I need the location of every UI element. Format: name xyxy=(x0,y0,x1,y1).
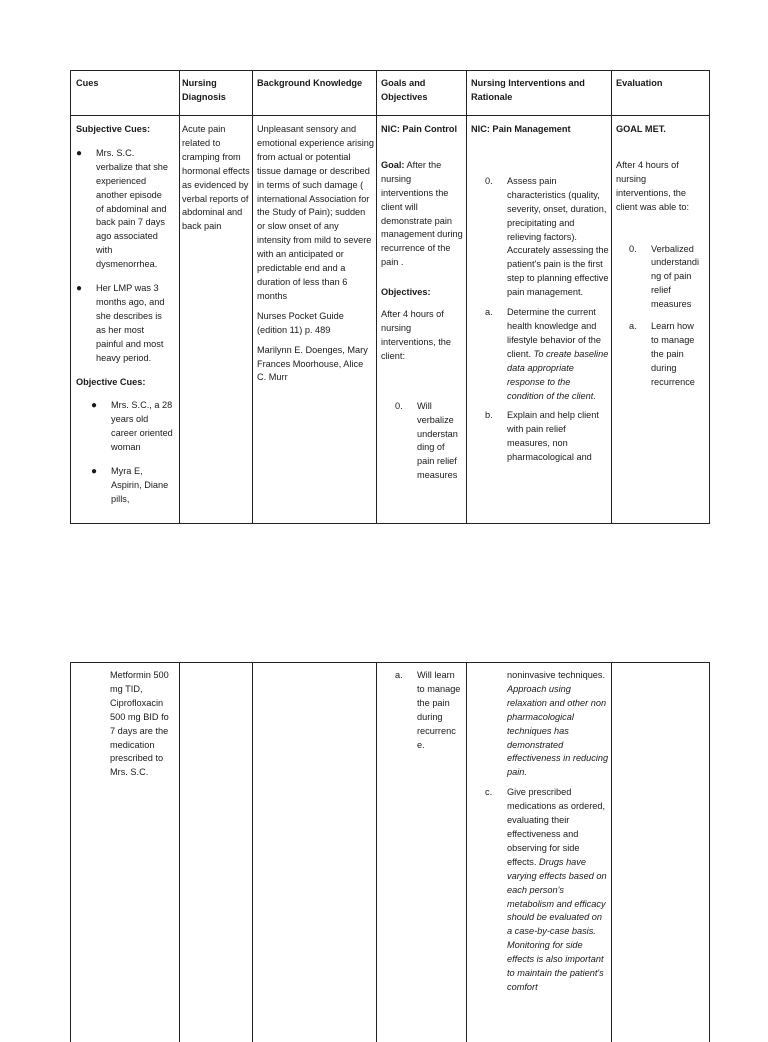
nic-pain-management: NIC: Pain Management xyxy=(471,124,571,134)
care-plan-table-1 xyxy=(70,70,710,524)
header-cues: Cues xyxy=(76,78,99,88)
column-divider xyxy=(466,663,467,1042)
interventions-continuation-cell xyxy=(471,669,609,995)
column-divider xyxy=(376,71,377,523)
column-divider xyxy=(611,71,612,523)
header-goals-objectives: Goals and Objectives xyxy=(381,78,428,102)
background-source: Nurses Pocket Guide (edition 11) p. 489 xyxy=(257,310,344,335)
column-divider xyxy=(179,71,180,523)
intervention-item: c. Give prescribed medications as ordered, evaluating their effectiveness and observing for side effects. Drugs have varying effects based on each person's metabolism and efficacy should be evaluated on a case-by-case basis. Monitoring for side effects is also important to maintain the patient's comfort xyxy=(485,787,607,992)
evaluation-item: a. Learn how to manage the pain during recurrence xyxy=(629,321,695,387)
header-divider xyxy=(71,115,709,116)
background-authors: Marilynn E. Doenges, Mary Frances Moorhouse, Alice C. Murr xyxy=(257,344,368,383)
goal-statement: Goal: After the nursing interventions the client will demonstrate pain management during recurrence of the pain . xyxy=(381,159,463,268)
goals-continuation-cell xyxy=(381,669,463,752)
subjective-cue-item: ● Mrs. S.C. verbalize that she experienced another episode of abdominal and back pain 7 days ago associated with dysmenorrhea. xyxy=(76,147,169,270)
objective-item: 0. Will verbalize understan ding of pain relief measures xyxy=(395,400,458,481)
evaluation-item: 0. Verbalized understandi ng of pain relief measures xyxy=(629,243,700,310)
evaluation-intro: After 4 hours of nursing interventions, the client was able to: xyxy=(616,159,690,212)
nursing-diagnosis-text: Acute pain related to cramping from hormonal effects as evidenced by verbal reports of abdominal and back pain xyxy=(182,124,250,232)
nic-pain-control: NIC: Pain Control xyxy=(381,124,458,134)
goal-met-status: GOAL MET. xyxy=(616,124,666,134)
bullet-icon: ● xyxy=(91,400,98,412)
bullet-icon: ● xyxy=(76,283,83,295)
cues-cell xyxy=(76,123,176,507)
column-divider xyxy=(466,71,467,523)
column-divider xyxy=(252,663,253,1042)
intervention-item: 0. Assess pain characteristics (quality, severity, onset, duration, precipitating and relieving factors). Accurately assessing the patient's pain is the first step to planning effective pain management. xyxy=(485,175,609,298)
objective-cue-item: ● Mrs. S.C., a 28 years old career oriented woman xyxy=(91,400,173,453)
objective-cues-label: Objective Cues: xyxy=(76,376,146,387)
subjective-cue-item: ● Her LMP was 3 months ago, and she describes is as her most painful and most heavy period. xyxy=(76,283,165,363)
intervention-item: a. Determine the current health knowledge and lifestyle behavior of the client. To create baseline data appropriate response to the condition of the client. xyxy=(485,307,609,401)
header-nursing-diagnosis: Nursing Diagnosis xyxy=(182,78,226,102)
header-background-knowledge: Background Knowledge xyxy=(257,78,363,88)
bullet-icon: ● xyxy=(91,466,98,478)
objective-cue-item: ● Myra E, Aspirin, Diane pills, xyxy=(91,466,169,504)
column-divider xyxy=(376,663,377,1042)
intervention-continuation: noninvasive techniques. Approach using relaxation and other non pharmacological techniques has demonstrated effectiveness in reducing pain. xyxy=(507,670,609,778)
evaluation-cell xyxy=(616,123,708,390)
subjective-cues-label: Subjective Cues: xyxy=(76,124,151,134)
objective-item: a. Will learn to manage the pain during recurrenc e. xyxy=(395,670,461,750)
column-divider xyxy=(252,71,253,523)
background-definition: Unpleasant sensory and emotional experience arising from actual or potential tissue damage or described in terms of such damage ( international Association for the Study of Pain); sudden or slow onset of any intensity from mild to severe with an anticipated or predictable end and a duration of less than 6 months xyxy=(257,124,374,301)
interventions-cell xyxy=(471,123,609,465)
column-divider xyxy=(611,663,612,1042)
bullet-icon: ● xyxy=(76,147,83,159)
header-interventions-rationale: Nursing Interventions and Rationale xyxy=(471,78,585,102)
intervention-item: b. Explain and help client with pain relief measures, non pharmacological and xyxy=(485,410,599,463)
column-divider xyxy=(179,663,180,1042)
care-plan-table-2 xyxy=(70,662,710,1042)
medications-cue-text: Metformin 500 mg TID, Ciprofloxacin 500 mg BID fo 7 days are the medication prescribed to Mrs. S.C. xyxy=(110,670,169,778)
objectives-intro: After 4 hours of nursing interventions, the client: xyxy=(381,309,451,361)
goals-objectives-cell xyxy=(381,123,463,483)
background-knowledge-cell xyxy=(257,123,374,385)
header-evaluation: Evaluation xyxy=(616,78,663,88)
objectives-label: Objectives: xyxy=(381,287,431,298)
